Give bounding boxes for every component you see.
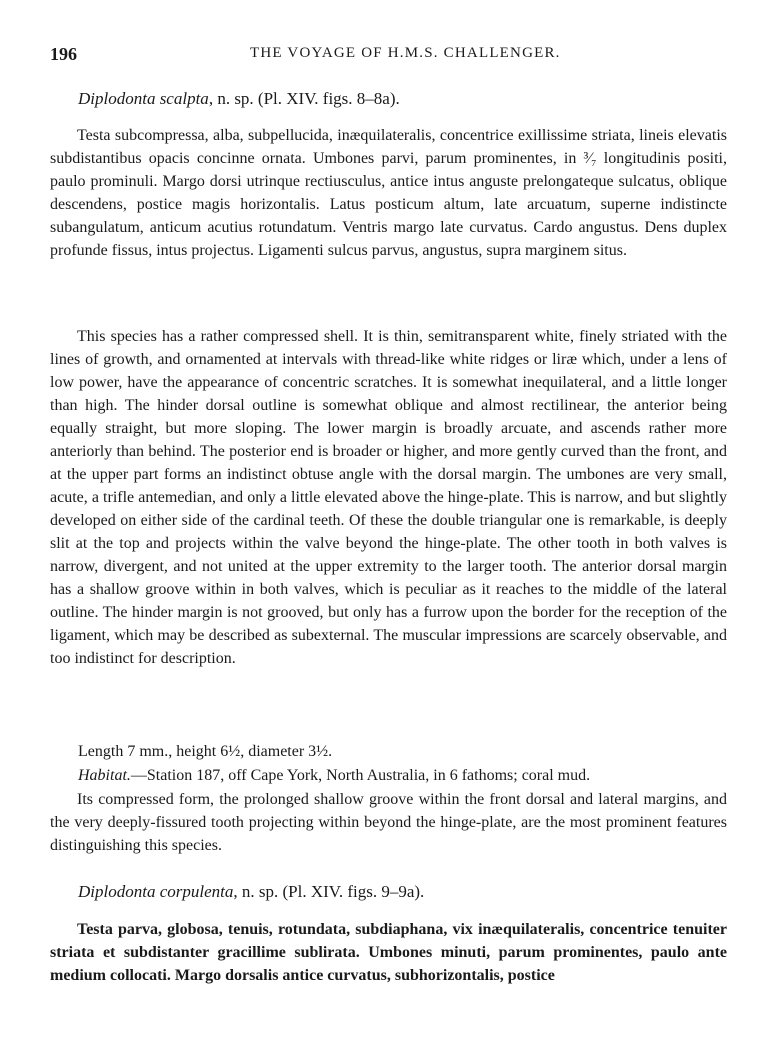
habitat-text: —Station 187, off Cape York, North Australia, in 6 fathoms; coral mud. xyxy=(130,767,591,784)
species-name: Diplodonta scalpta xyxy=(78,89,209,108)
page-header xyxy=(50,44,730,66)
latin-diagnosis-corpulenta: Testa parva, globosa, tenuis, rotundata, subdiaphana, vix inæquilateralis, concentrice tenuiter striata et subdistanter gracillime sublirata. Umbones minuti, parum prominentes, paulo ante medium collocati. Margo dorsalis antice curvatus, subhorizontalis, postice xyxy=(50,921,727,984)
running-head: THE VOYAGE OF H.M.S. CHALLENGER. xyxy=(250,45,561,61)
latin-diagnosis-scalpta: Testa subcompressa, alba, subpellucida, inæquilateralis, concentrice exillissime striata, lineis elevatis subdistantibus opacis concinne ornata. Umbones parvi, parum prominentes, in ³⁄₇ longitudinis positi, paulo prominuli. Margo dorsi utrinque rectiusculus, antice intus anguste prelongateque sulcatus, oblique descendens, postice magis horizontalis. Latus posticum altum, late arcuatum, superne indistincte subangulatum, anticum acutius rotundatum. Ventris margo late curvatus. Cardo angustus. Dens duplex profunde fissus, intus projectus. Ligamenti sulcus parvus, angustus, supra marginem situs. xyxy=(50,127,727,259)
species-name: Diplodonta corpulenta xyxy=(78,882,234,901)
species-title-scalpta xyxy=(78,89,400,109)
species-title-rest: , n. sp. (Pl. XIV. figs. 8–8a). xyxy=(208,89,400,108)
page-number: 196 xyxy=(50,44,77,64)
habitat-label: Habitat. xyxy=(78,767,131,784)
habitat-scalpta xyxy=(78,767,590,785)
species-title-rest: , n. sp. (Pl. XIV. figs. 9–9a). xyxy=(233,882,425,901)
species-title-corpulenta xyxy=(78,882,424,902)
description-scalpta: This species has a rather compressed shell. It is thin, semitransparent white, finely striated with the lines of growth, and ornamented at intervals with thread-like white ridges or liræ which, under a lens of low power, have the appearance of concentric scratches. It is somewhat inequilateral, and a little longer than high. The hinder dorsal outline is somewhat oblique and almost rectilinear, the anterior being equally straight, but more sloping. The lower margin is broadly arcuate, and ascends rather more anteriorly than behind. The posterior end is broader or higher, and more gently curved than the front, and at the upper part forms an indistinct obtuse angle with the dorsal margin. The umbones are very small, acute, a trifle antemedian, and only a little elevated above the hinge-plate. This is narrow, and but slightly developed on either side of the cardinal teeth. Of these the double triangular one is remarkable, is deeply slit at the top and projects within the valve beyond the hinge-plate. The other tooth in both valves is narrow, divergent, and not united at the upper extremity to the larger tooth. The anterior dorsal margin has a shallow groove within in both valves, which is peculiar as it reaches to the middle of the lateral outline. The hinder margin is not grooved, but only has a furrow upon the border for the reception of the ligament, which may be described as subexternal. The muscular impressions are scarcely observable, and too indistinct for description. xyxy=(50,328,727,667)
remarks-scalpta: Its compressed form, the prolonged shallow groove within the front dorsal and lateral margins, and the very deeply-fissured tooth projecting within beyond the hinge-plate, are the most prominent features distinguishing this species. xyxy=(50,791,727,854)
measurements-scalpta: Length 7 mm., height 6½, diameter 3½. xyxy=(78,743,333,760)
